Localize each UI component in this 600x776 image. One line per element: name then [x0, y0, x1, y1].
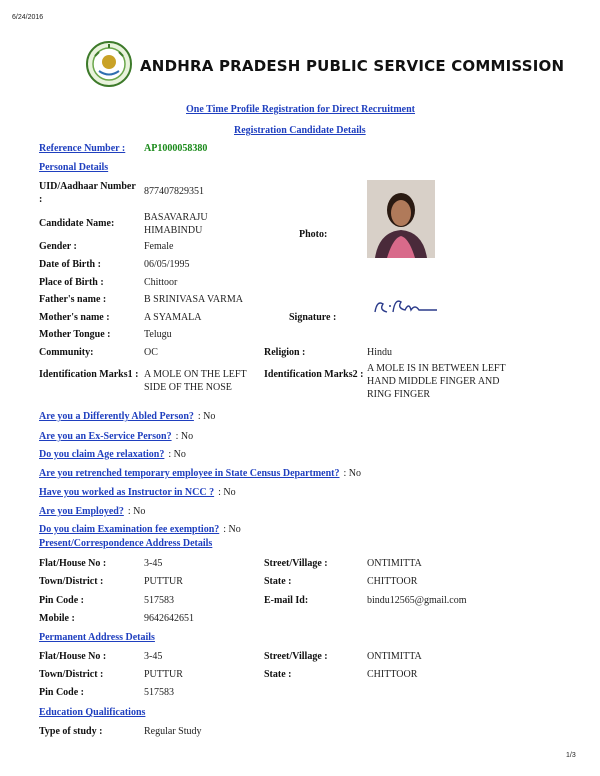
question-row — [39, 426, 193, 444]
present-street-value: ONTIMITTA — [367, 558, 422, 569]
dob-label: Date of Birth : — [39, 259, 101, 270]
permanent-flat-value: 3-45 — [144, 651, 163, 662]
gender-value: Female — [144, 241, 174, 252]
question-answer: : No — [127, 506, 146, 517]
mother-tongue-value: Telugu — [144, 329, 172, 340]
personal-details-heading: Personal Details — [39, 162, 109, 173]
identification-marks2-label: Identification Marks2 : — [264, 369, 364, 380]
question-row — [39, 463, 361, 481]
community-label: Community: — [39, 347, 94, 358]
section-title: Registration Candidate Details — [234, 125, 366, 136]
present-pin-value: 517583 — [144, 595, 174, 606]
question-answer: : No — [223, 524, 241, 535]
page-number: 1/3 — [566, 752, 576, 759]
photo-label: Photo: — [299, 229, 328, 240]
candidate-photo — [367, 180, 435, 258]
print-date: 6/24/2016 — [12, 14, 44, 21]
permanent-town-value: PUTTUR — [144, 669, 183, 680]
present-town-value: PUTTUR — [144, 576, 183, 587]
question-text: Are you an Ex-Service Person? — [39, 431, 172, 442]
permanent-flat-label: Flat/House No : — [39, 651, 107, 662]
question-text: Do you claim Examination fee exemption? — [39, 524, 220, 535]
question-text: Are you a Differently Abled Person? — [39, 411, 194, 422]
reference-number-label: Reference Number : — [39, 143, 126, 154]
question-row — [39, 406, 215, 424]
education-heading: Education Qualifications — [39, 707, 146, 718]
org-title: ANDHRA PRADESH PUBLIC SERVICE COMMISSION — [140, 57, 565, 75]
question-text: Have you worked as Instructor in NCC ? — [39, 487, 215, 498]
candidate-name-label: Candidate Name: — [39, 218, 115, 229]
question-row — [39, 482, 236, 500]
permanent-state-label: State : — [264, 669, 292, 680]
permanent-street-label: Street/Village : — [264, 651, 328, 662]
email-label: E-mail Id: — [264, 595, 309, 606]
signature-label: Signature : — [289, 312, 337, 323]
mother-name-label: Mother's name : — [39, 312, 110, 323]
present-flat-label: Flat/House No : — [39, 558, 107, 569]
question-row — [39, 501, 145, 519]
dob-value: 06/05/1995 — [144, 259, 190, 270]
permanent-pin-value: 517583 — [144, 687, 174, 698]
signature-image — [367, 292, 441, 322]
question-text: Are you retrenched temporary employee in State Census Department? — [39, 468, 340, 479]
father-name-value: B SRINIVASA VARMA — [144, 294, 243, 305]
question-answer: : No — [197, 411, 216, 422]
mother-tongue-label: Mother Tongue : — [39, 329, 111, 340]
question-row — [39, 444, 186, 462]
present-pin-label: Pin Code : — [39, 595, 84, 606]
permanent-pin-label: Pin Code : — [39, 687, 84, 698]
uid-value: 877407829351 — [144, 186, 204, 197]
study-type-value: Regular Study — [144, 726, 202, 737]
question-answer: : No — [218, 487, 236, 498]
mobile-label: Mobile : — [39, 613, 75, 624]
question-answer: : No — [175, 431, 194, 442]
religion-label: Religion : — [264, 347, 306, 358]
present-town-label: Town/District : — [39, 576, 104, 587]
mother-name-value: A SYAMALA — [144, 312, 202, 323]
community-value: OC — [144, 347, 158, 358]
permanent-address-heading: Permanent Address Details — [39, 632, 155, 643]
candidate-name-value: BASAVARAJU HIMABINDU — [144, 212, 208, 236]
registration-subtitle: One Time Profile Registration for Direct Recruitment — [186, 104, 416, 115]
question-row — [39, 519, 241, 537]
religion-value: Hindu — [367, 347, 392, 358]
uid-label: UID/Aadhaar Number : — [39, 181, 136, 205]
mobile-value: 9642642651 — [144, 613, 194, 624]
permanent-street-value: ONTIMITTA — [367, 651, 422, 662]
study-type-label: Type of study : — [39, 726, 103, 737]
appsc-emblem-icon — [85, 40, 133, 88]
question-answer: : No — [168, 449, 186, 460]
identification-marks1-value: A MOLE ON THE LEFT SIDE OF THE NOSE — [144, 369, 247, 393]
father-name-label: Father's name : — [39, 294, 107, 305]
gender-label: Gender : — [39, 241, 77, 252]
question-text: Do you claim Age relaxation? — [39, 449, 165, 460]
pob-label: Place of Birth : — [39, 277, 104, 288]
present-state-value: CHITTOOR — [367, 576, 418, 587]
present-state-label: State : — [264, 576, 292, 587]
present-street-label: Street/Village : — [264, 558, 328, 569]
present-address-heading: Present/Correspondence Address Details — [39, 538, 213, 549]
question-answer: : No — [343, 468, 362, 479]
present-flat-value: 3-45 — [144, 558, 163, 569]
identification-marks1-label: Identification Marks1 : — [39, 369, 139, 380]
permanent-town-label: Town/District : — [39, 669, 104, 680]
identification-marks2-value: A MOLE IS IN BETWEEN LEFT HAND MIDDLE FINGER AND RING FINGER — [367, 363, 506, 400]
permanent-state-value: CHITTOOR — [367, 669, 418, 680]
reference-number-value: AP1000058380 — [144, 143, 208, 154]
email-value: bindu12565@gmail.com — [367, 595, 467, 606]
question-text: Are you Employed? — [39, 506, 124, 517]
pob-value: Chittoor — [144, 277, 178, 288]
